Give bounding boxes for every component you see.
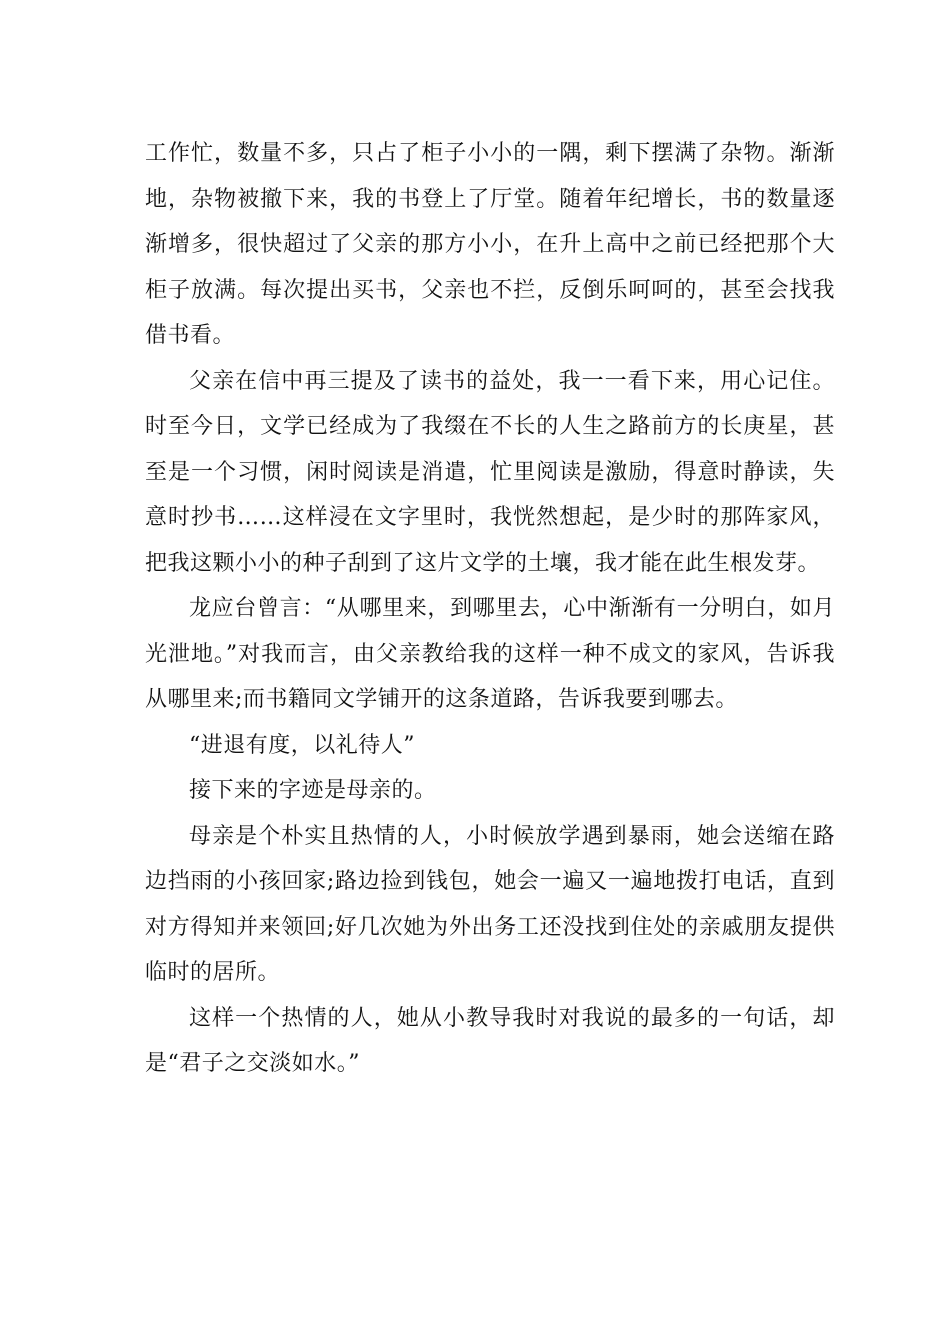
paragraph-6: 这样一个热情的人，她从小教导我时对我说的最多的一句话，却是“君子之交淡如水。” bbox=[145, 1005, 835, 1076]
paragraph-1: 工作忙，数量不多，只占了柜子小小的一隅，剩下摆满了杂物。渐渐地，杂物被撤下来，我的书登上了厅堂。随着年纪增长，书的数量逐渐增多，很快超过了父亲的那方小小，在升上高中之前已经把那个大柜子放满。每次提出买书，父亲也不拦，反倒乐呵呵的，甚至会找我借书看。 bbox=[145, 141, 835, 348]
paragraph-4: 接下来的字迹是母亲的。 bbox=[189, 778, 437, 803]
document-body bbox=[145, 131, 835, 1087]
section-heading-quote: “进退有度，以礼待人” bbox=[189, 732, 415, 758]
paragraph-3: 龙应台曾言：“从哪里来，到哪里去，心中渐渐有一分明白，如月光泄地。”对我而言，由父亲教给我的这样一种不成文的家风，告诉我从哪里来;而书籍同文学铺开的这条道路，告诉我要到哪去。 bbox=[145, 596, 835, 712]
paragraph-5: 母亲是个朴实且热情的人，小时候放学遇到暴雨，她会送缩在路边挡雨的小孩回家;路边捡到钱包，她会一遍又一遍地拨打电话，直到对方得知并来领回;好几次她为外出务工还没找到住处的亲戚朋友提供临时的居所。 bbox=[145, 823, 835, 985]
paragraph-2: 父亲在信中再三提及了读书的益处，我一一看下来，用心记住。时至今日，文学已经成为了我缀在不长的人生之路前方的长庚星，甚至是一个习惯，闲时阅读是消遣，忙里阅读是激励，得意时静读，失意时抄书……这样浸在文字里时，我恍然想起，是少时的那阵家风，把我这颗小小的种子刮到了这片文学的土壤，我才能在此生根发芽。 bbox=[145, 368, 835, 576]
